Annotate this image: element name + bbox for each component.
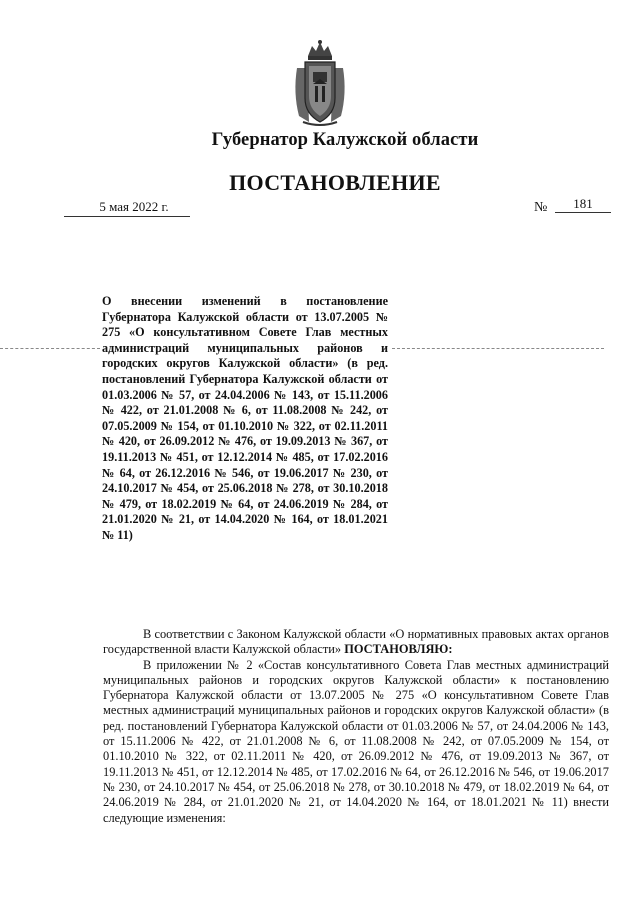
body-paragraph-2: В приложении № 2 «Состав консультативного Совета Глав местных администраций муниципальных районов и городских округов Калужской области» к постановлению Губернатора Калужской области от 13.07.2005 № 275 «О консультативном Совете Глав местных администраций муниципальных районов и городских округов Калужской области» (в ред. постановлений Губернатора Калужской области от 01.03.2006 № 57, от 24.04.2006 № 143, от 15.11.2006 № 422, от 21.01.2008 № 6, от 11.08.2008 № 242, от 07.05.2009 № 154, от 01.10.2010 № 322, от 02.11.2011 № 420, от 26.09.2012 № 476, от 19.09.2013 № 367, от 19.11.2013 № 451, от 12.12.2014 № 485, от 17.02.2016 № 64, от 26.12.2016 № 546, от 19.06.2017 № 230, от 24.10.2017 № 454, от 25.06.2018 № 278, от 30.10.2018 № 479, от 18.02.2019 № 64, от 24.06.2019 № 284, от 21.01.2020 № 21, от 14.04.2020 № 164, от 18.01.2021 № 11) внести следующие изменения:	[103, 657, 609, 825]
document-type-title: ПОСТАНОВЛЕНИЕ	[229, 170, 441, 195]
governor-title: Губернатор Калужской области	[211, 130, 479, 150]
fold-line-right	[392, 348, 604, 349]
document-body	[103, 627, 609, 826]
resolve-keyword: ПОСТАНОВЛЯЮ:	[344, 642, 453, 657]
document-number-label: №	[534, 200, 548, 215]
body-paragraph-1-text: В соответствии с Законом Калужской области «О нормативных правовых актах органов государственной власти Калужской области»	[103, 627, 609, 657]
body-paragraph-1	[103, 627, 609, 658]
coat-of-arms-icon	[289, 38, 351, 128]
document-subject: О внесении изменений в постановление Губернатора Калужской области от 13.07.2005 № 275 «О консультативном Совете Глав местных администраций муниципальных районов и городских округов Калужской области» (в ред. постановлений Губернатора Калужской области от 01.03.2006 № 57, от 24.04.2006 № 143, от 15.11.2006 № 422, от 21.01.2008 № 6, от 11.08.2008 № 242, от 07.05.2009 № 154, от 01.10.2010 № 322, от 02.11.2011 № 420, от 26.09.2012 № 476, от 19.09.2013 № 367, от 19.11.2013 № 451, от 12.12.2014 № 485, от 17.02.2016 № 64, от 26.12.2016 № 546, от 19.06.2017 № 230, от 24.10.2017 № 454, от 25.06.2018 № 278, от 30.10.2018 № 479, от 18.02.2019 № 64, от 24.06.2019 № 284, от 21.01.2020 № 21, от 14.04.2020 № 164, от 18.01.2021 № 11)	[102, 294, 388, 542]
document-date: 5 мая 2022 г.	[64, 199, 190, 217]
fold-line-left	[0, 348, 100, 349]
document-number: 181	[555, 196, 611, 213]
